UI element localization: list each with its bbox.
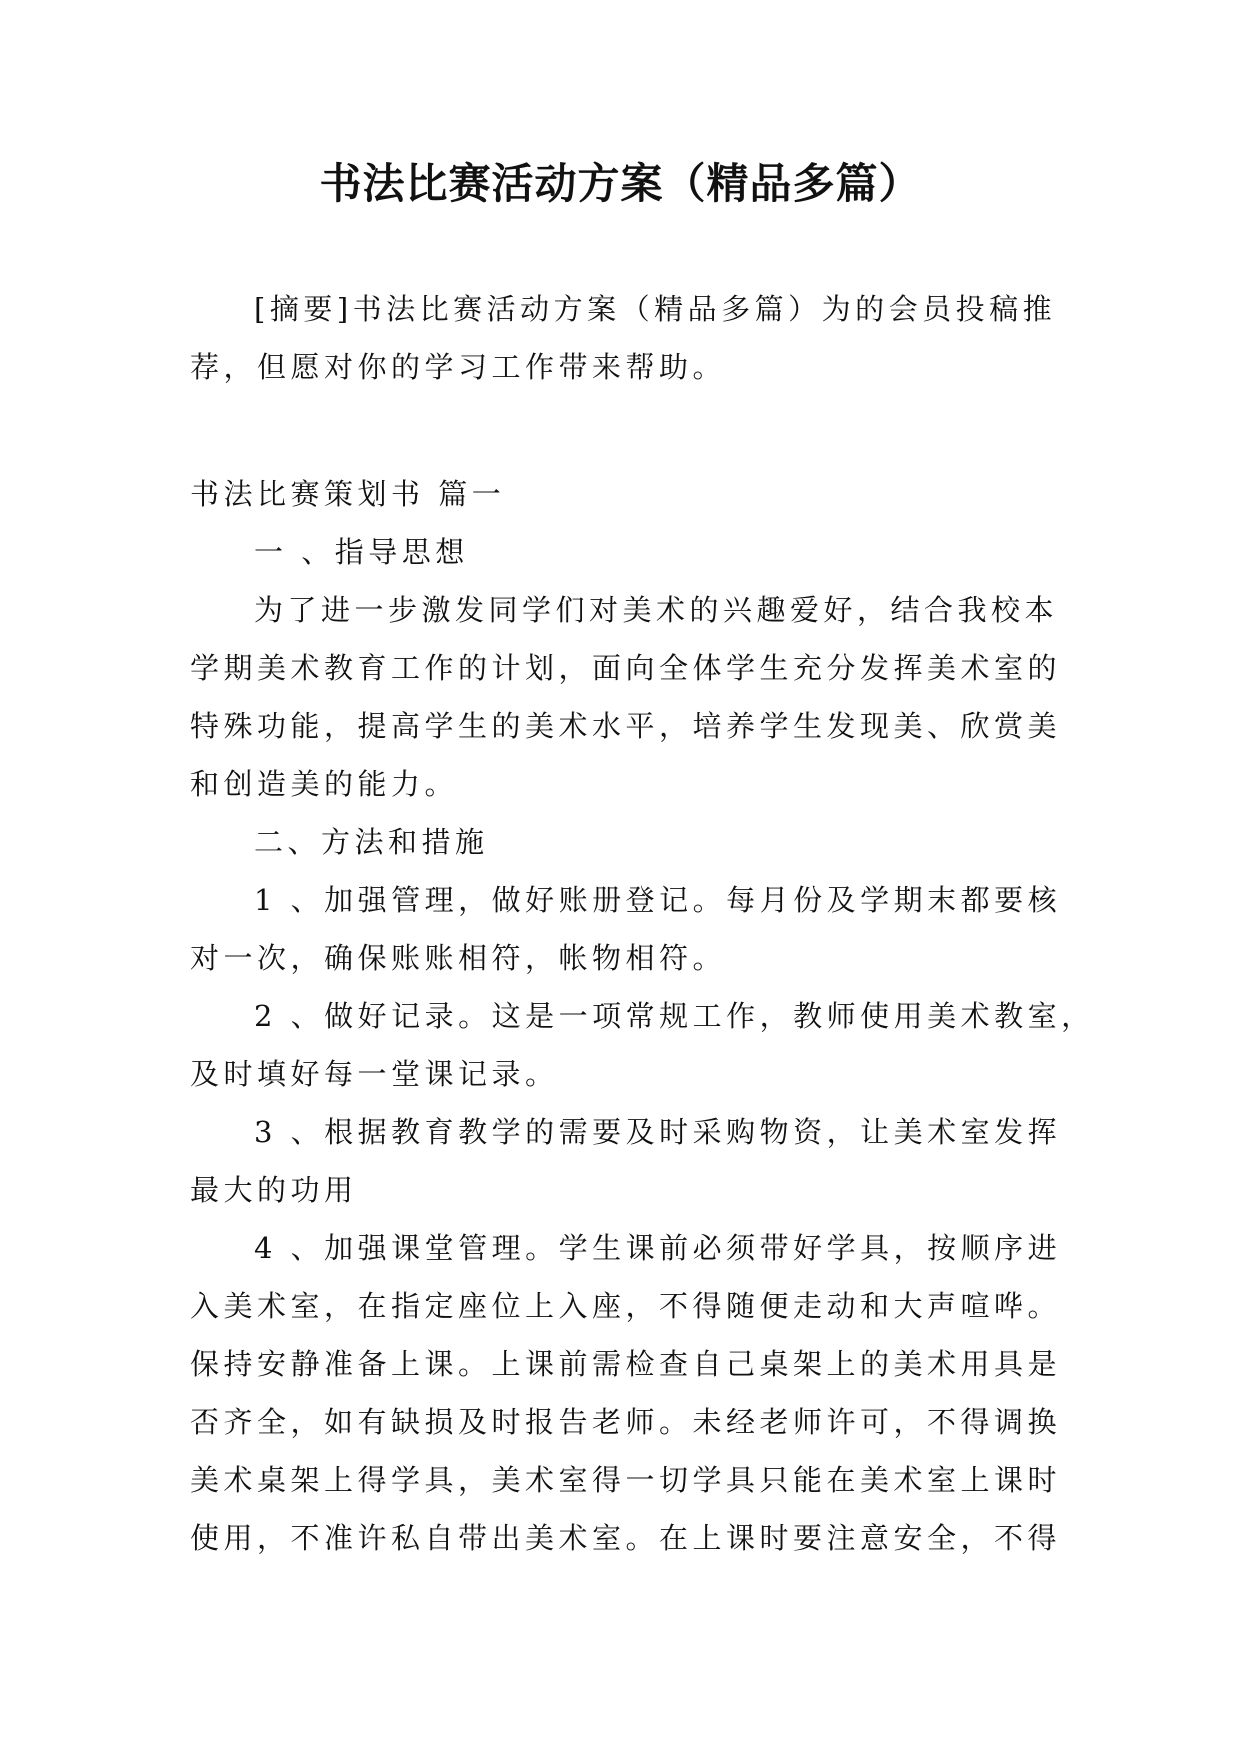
body-line: 使用，不准许私自带出美术室。在上课时要注意安全，不得 <box>190 1521 1062 1555</box>
document-body <box>190 280 1095 1567</box>
body-line: 对一次，确保账账相符，帐物相符。 <box>190 941 727 975</box>
body-line: 一 、指导思想 <box>254 535 469 569</box>
body-line: 保持安静准备上课。上课前需检查自己桌架上的美术用具是 <box>190 1347 1062 1381</box>
body-line: 及时填好每一堂课记录。 <box>190 1057 559 1091</box>
body-line: 特殊功能，提高学生的美术水平，培养学生发现美、欣赏美 <box>190 709 1062 743</box>
section-heading: 书法比赛策划书 篇一 <box>190 477 506 511</box>
document-title: 书法比赛活动方案（精品多篇） <box>319 159 922 208</box>
abstract-line: [摘要]书法比赛活动方案（精品多篇）为的会员投稿推 <box>254 292 1057 326</box>
body-line: 入美术室，在指定座位上入座，不得随便走动和大声喧哗。 <box>190 1289 1062 1323</box>
body-line: 美术桌架上得学具，美术室得一切学具只能在美术室上课时 <box>190 1463 1062 1497</box>
body-line: 最大的功用 <box>190 1173 358 1207</box>
abstract-line: 荐，但愿对你的学习工作带来帮助。 <box>190 350 727 384</box>
body-line: 3 、根据教育教学的需要及时采购物资，让美术室发挥 <box>254 1115 1062 1149</box>
paragraph-gap <box>190 396 1058 465</box>
body-line: 否齐全，如有缺损及时报告老师。未经老师许可，不得调换 <box>190 1405 1062 1439</box>
body-line: 二、方法和措施 <box>254 825 489 859</box>
body-lines <box>190 523 1095 1567</box>
body-line: 学期美术教育工作的计划，面向全体学生充分发挥美术室的 <box>190 651 1062 685</box>
body-line: 4 、加强课堂管理。学生课前必须带好学具，按顺序进 <box>254 1231 1062 1265</box>
body-line: 2 、做好记录。这是一项常规工作，教师使用美术教室， <box>254 999 1095 1033</box>
body-line: 1 、加强管理，做好账册登记。每月份及学期末都要核 <box>254 883 1062 917</box>
body-line: 为了进一步激发同学们对美术的兴趣爱好，结合我校本 <box>254 593 1059 627</box>
body-line: 和创造美的能力。 <box>190 767 459 801</box>
